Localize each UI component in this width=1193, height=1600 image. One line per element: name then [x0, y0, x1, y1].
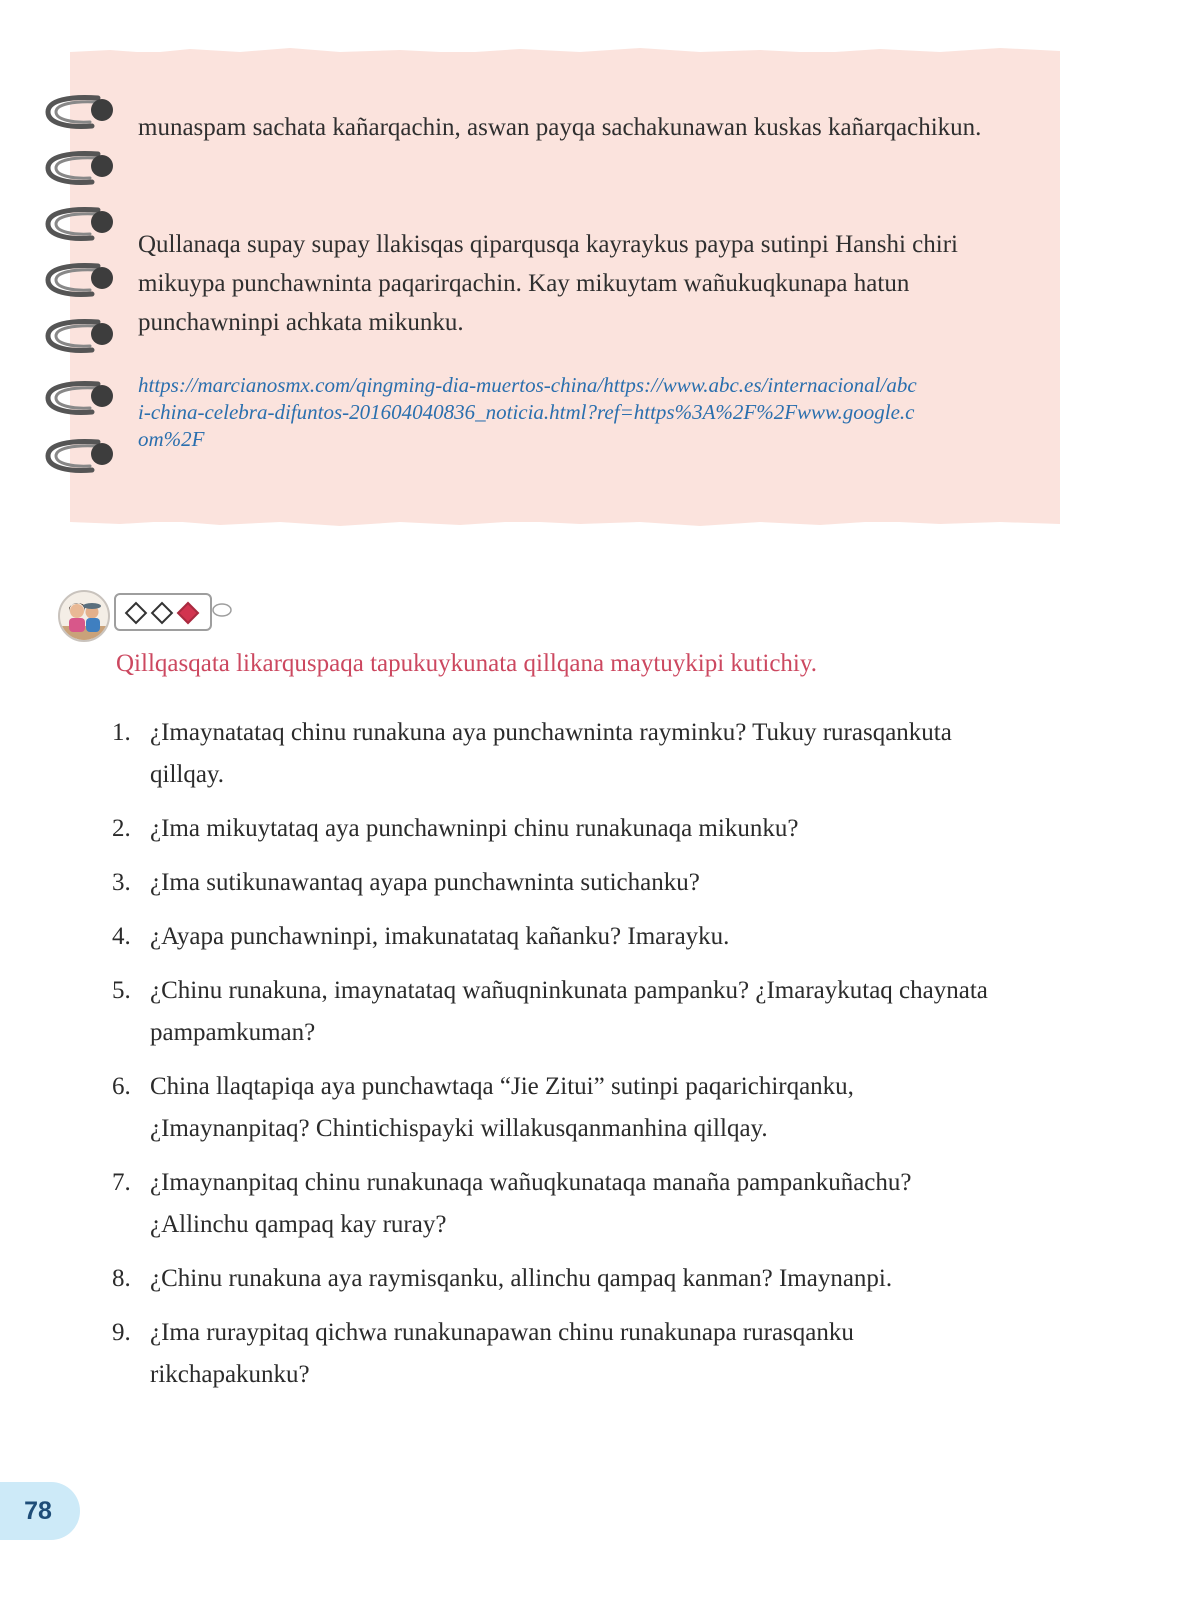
students-avatar-icon [58, 590, 110, 642]
note-paragraph-2-text: Qullanaqa supay supay llakisqas qiparqusqa kayraykus paypa sutinpi Hanshi chiri mikuypa punchawninta paqarirqachin. Kay mikuytam wañukuqkunapa hatun punchawninpi achkata mikunku. [138, 231, 958, 336]
diamond-filled-icon [177, 602, 200, 625]
diamond-outline-icon [125, 602, 148, 625]
source-link[interactable]: https://marcianosmx.com/qingming-dia-muertos-china/https://www.abc.es/internacional/abci-china-celebra-difuntos-201604040836_noticia.html?ref=https%3A%2F%2Fwww.google.com%2F [138, 373, 917, 451]
question-text: China llaqtapiqa aya punchawtaqa “Jie Zitui” sutinpi paqarichirqanku, ¿Imaynanpitaq? Chintichispayki willakusqanmanhina qillqay. [150, 1073, 854, 1142]
question-number: 9. [112, 1319, 131, 1346]
question-number: 2. [112, 815, 131, 842]
question-item [112, 1066, 1012, 1150]
question-text: ¿Ima mikuytataq aya punchawninpi chinu runakunaqa mikunku? [150, 815, 799, 842]
spiral-ring-icon [40, 378, 116, 418]
question-text: ¿Imaynatataq chinu runakuna aya punchawninta rayminku? Tukuy rurasqankuta qillqay. [150, 719, 952, 788]
spiral-ring-icon [40, 436, 116, 476]
question-number: 4. [112, 923, 131, 950]
question-text: ¿Ayapa punchawninpi, imakunatataq kañanku? Imarayku. [150, 923, 730, 950]
question-text: ¿Imaynanpitaq chinu runakunaqa wañuqkunataqa manaña pampankuñachu? ¿Allinchu qampaq kay ruray? [150, 1169, 912, 1238]
question-item [112, 1312, 1012, 1396]
question-text: ¿Chinu runakuna, imaynatataq wañuqninkunata pampanku? ¿Imaraykutaq chaynata pampamkuman? [150, 977, 988, 1046]
difficulty-level-tag [114, 593, 212, 631]
question-text: ¿Chinu runakuna aya raymisqanku, allinchu qampaq kanman? Imaynanpi. [150, 1265, 893, 1292]
question-text: ¿Ima ruraypitaq qichwa runakunapawan chinu runakunapa rurasqanku rikchapakunku? [150, 1319, 854, 1388]
diamond-outline-icon [151, 602, 174, 625]
question-item [112, 712, 1012, 796]
questions-list [112, 712, 1012, 1408]
question-number: 8. [112, 1265, 131, 1292]
question-item [112, 916, 1012, 958]
question-number: 6. [112, 1073, 131, 1100]
spiral-binding [40, 92, 120, 492]
question-number: 5. [112, 977, 131, 1004]
question-item [112, 1258, 1012, 1300]
question-number: 3. [112, 869, 131, 896]
question-item [112, 808, 1012, 850]
activity-header [58, 590, 258, 646]
question-number: 7. [112, 1169, 131, 1196]
spiral-ring-icon [40, 316, 116, 356]
question-item [112, 970, 1012, 1054]
torn-bottom-edge [70, 516, 1060, 528]
page-number: 78 [0, 1482, 80, 1540]
spiral-ring-icon [40, 148, 116, 188]
question-text: ¿Ima sutikunawantaq ayapa punchawninta sutichanku? [150, 869, 700, 896]
torn-top-edge [70, 46, 1060, 58]
activity-instruction: Qillqasqata likarquspaqa tapukuykunata qillqana maytuykipi kutichiy. [116, 650, 817, 677]
tag-string-icon [206, 602, 232, 618]
note-paragraph-1 [138, 108, 998, 147]
note-paragraph-1-text: munaspam sachata kañarqachin, aswan payqa sachakunawan kuskas kañarqachikun. [138, 114, 982, 141]
question-number: 1. [112, 719, 131, 746]
question-item [112, 1162, 1012, 1246]
spiral-ring-icon [40, 92, 116, 132]
spiral-ring-icon [40, 204, 116, 244]
question-item [112, 862, 1012, 904]
note-paragraph-2 [138, 225, 998, 342]
spiral-ring-icon [40, 260, 116, 300]
